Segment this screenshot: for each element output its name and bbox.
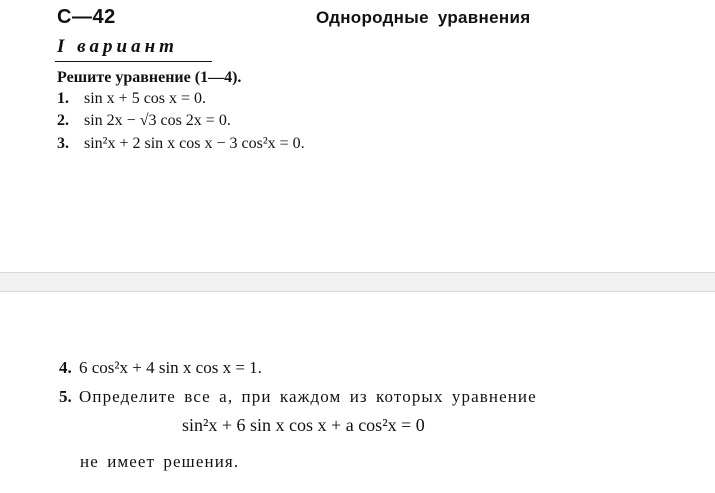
task-3 bbox=[57, 135, 305, 153]
sheet-title: Однородные уравнения bbox=[316, 8, 531, 27]
task-number: 2. bbox=[57, 112, 69, 129]
task-5 bbox=[59, 387, 537, 407]
task-equation: sin 2x − √3 cos 2x = 0. bbox=[84, 112, 231, 129]
instruction-text: Решите уравнение (1—4). bbox=[57, 69, 242, 86]
page-separator bbox=[0, 272, 715, 292]
task-text: Определите все a, при каждом из которых уравнение bbox=[79, 387, 537, 406]
variant-label: I вариант bbox=[57, 36, 178, 57]
task-number: 1. bbox=[57, 90, 69, 107]
task-4 bbox=[59, 358, 262, 378]
task-number: 4. bbox=[59, 358, 72, 377]
task-2 bbox=[57, 112, 231, 130]
task-number: 5. bbox=[59, 387, 72, 406]
task-5-equation: sin²x + 6 sin x cos x + a cos²x = 0 bbox=[182, 415, 425, 435]
task-equation: sin²x + 2 sin x cos x − 3 cos²x = 0. bbox=[84, 135, 305, 152]
task-equation: 6 cos²x + 4 sin x cos x = 1. bbox=[79, 358, 262, 377]
task-number: 3. bbox=[57, 135, 69, 152]
task-5-tail: не имеет решения. bbox=[80, 452, 240, 471]
sheet-code: С—42 bbox=[57, 6, 116, 28]
task-equation: sin x + 5 cos x = 0. bbox=[84, 90, 207, 107]
variant-underline bbox=[55, 61, 212, 62]
task-1 bbox=[57, 90, 206, 108]
